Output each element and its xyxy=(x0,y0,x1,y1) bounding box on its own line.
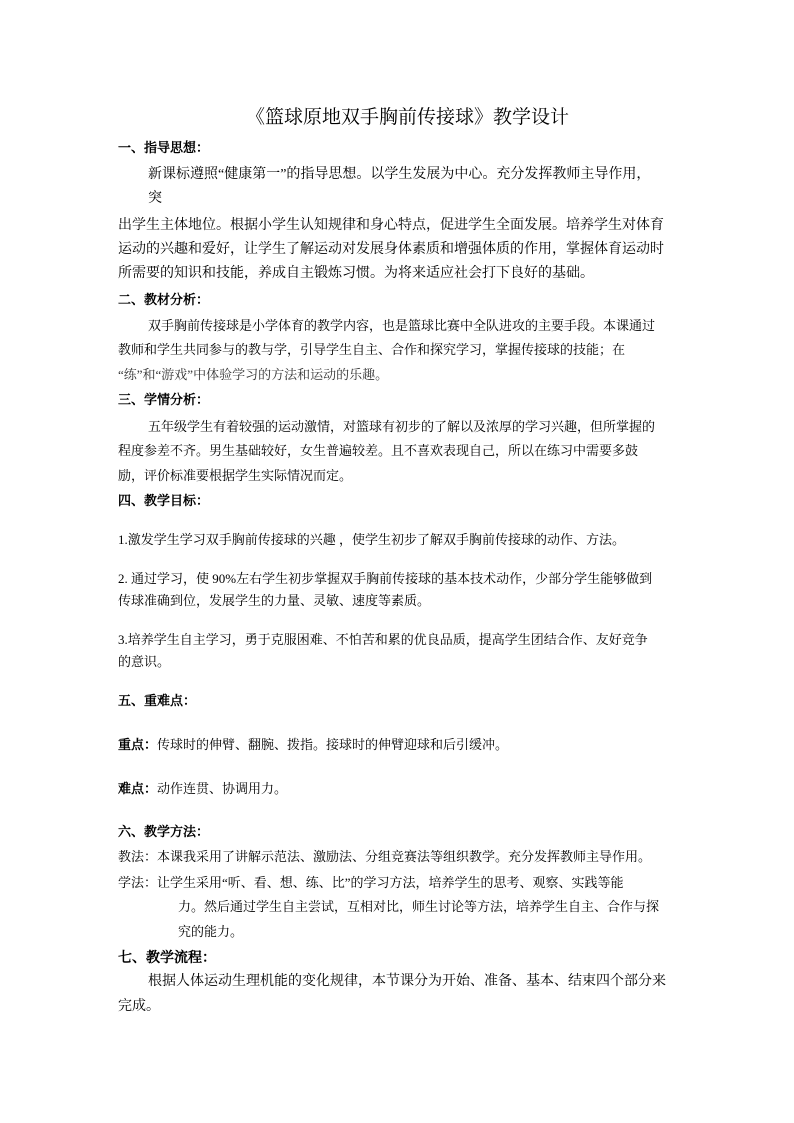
key-point-line xyxy=(118,735,508,755)
paragraph-line: 根据人体运动生理机能的变化规律，本节课分为开始、准备、基本、结束四个部分来 xyxy=(148,974,666,989)
paragraph-line: 所需要的知识和技能，养成自主锻炼习惯。为将来适应社会打下良好的基础。 xyxy=(118,266,594,281)
paragraph-line: 完成。 xyxy=(118,999,160,1014)
learning-method-line xyxy=(118,873,624,893)
difficulty-line xyxy=(118,779,287,799)
goal-item: 传球准确到位，发展学生的力量、灵敏、速度等素质。 xyxy=(118,593,431,608)
section-heading-key-points: 五、重难点： xyxy=(118,693,197,708)
paragraph-line: 运动的兴趣和爱好，让学生了解运动对发展身体素质和增强体质的作用，掌握体育运动时 xyxy=(118,242,664,257)
teaching-method-line xyxy=(118,847,651,867)
section-heading-learner-analysis: 三、学情分析： xyxy=(118,392,210,407)
teaching-method-text: 本课我采用了讲解示范法、激励法、分组竞赛法等组织教学。充分发挥教师主导作用。 xyxy=(157,849,652,864)
paragraph-line: 五年级学生有着较强的运动激情，对篮球有初步的了解以及浓厚的学习兴趣，但所掌握的 xyxy=(148,419,656,434)
teaching-method-label: 教法： xyxy=(118,849,158,864)
section-heading-material-analysis: 二、教材分析： xyxy=(118,292,210,307)
paragraph-line: 教师和学生共同参与的教与学，引导学生自主、合作和探究学习，掌握传接球的技能；在 xyxy=(118,342,626,357)
paragraph-line: “练”和“游戏”中体验学习的方法和运动的乐趣。 xyxy=(118,367,389,382)
goal-item: 1.激发学生学习双手胸前传接球的兴趣 ，使学生初步了解双手胸前传接球的动作、方法。 xyxy=(118,532,626,547)
goal-item: 3.培养学生自主学习，勇于克服困难、不怕苦和累的优良品质，提高学生团结合作、友好竞争 xyxy=(118,632,648,647)
paragraph-line: 力。然后通过学生自主尝试，互相对比，师生讨论等方法，培养学生自主、合作与探 xyxy=(178,899,660,914)
section-heading-teaching-methods: 六、教学方法： xyxy=(118,824,210,839)
paragraph-line: 究的能力。 xyxy=(178,924,244,939)
paragraph-line: 励，评价标准要根据学生实际情况而定。 xyxy=(118,468,353,483)
section-heading-teaching-process: 七、教学流程： xyxy=(118,949,216,965)
difficulty-label: 难点： xyxy=(118,781,158,796)
paragraph-line: 程度参差不齐。男生基础较好，女生普遍较差。且不喜欢表现自己，所以在练习中需要多鼓 xyxy=(118,443,639,458)
section-heading-guiding-idea: 一、指导思想： xyxy=(118,140,210,155)
key-point-text: 传球时的伸臂、翻腕、拨指。接球时的伸臂迎球和后引缓冲。 xyxy=(157,737,509,752)
paragraph-line: 出学生主体地位。根据小学生认知规律和身心特点，促进学生全面发展。培养学生对体育 xyxy=(118,218,664,233)
document-title: 《篮球原地双手胸前传接球》教学设计 xyxy=(246,107,570,128)
paragraph-line: 双手胸前传接球是小学体育的教学内容，也是篮球比赛中全队进攻的主要手段。本课通过 xyxy=(148,318,656,333)
paragraph-line: 新课标遵照“健康第一”的指导思想。以学生发展为中心。充分发挥教师主导作用， xyxy=(148,167,651,182)
section-heading-teaching-goals: 四、教学目标： xyxy=(118,493,210,508)
key-point-label: 重点： xyxy=(118,737,158,752)
goal-item: 2. 通过学习，使 90%左右学生初步掌握双手胸前传接球的基本技术动作，少部分学生能够做到 xyxy=(118,571,653,586)
learning-method-label: 学法： xyxy=(118,875,158,890)
learning-method-text: 让学生采用“听、看、想、练、比”的学习方法，培养学生的思考、观察、实践等能 xyxy=(157,875,624,890)
goal-item: 的意识。 xyxy=(118,654,171,669)
paragraph-line: 突 xyxy=(148,191,162,206)
difficulty-text: 动作连贯、协调用力。 xyxy=(157,781,288,796)
